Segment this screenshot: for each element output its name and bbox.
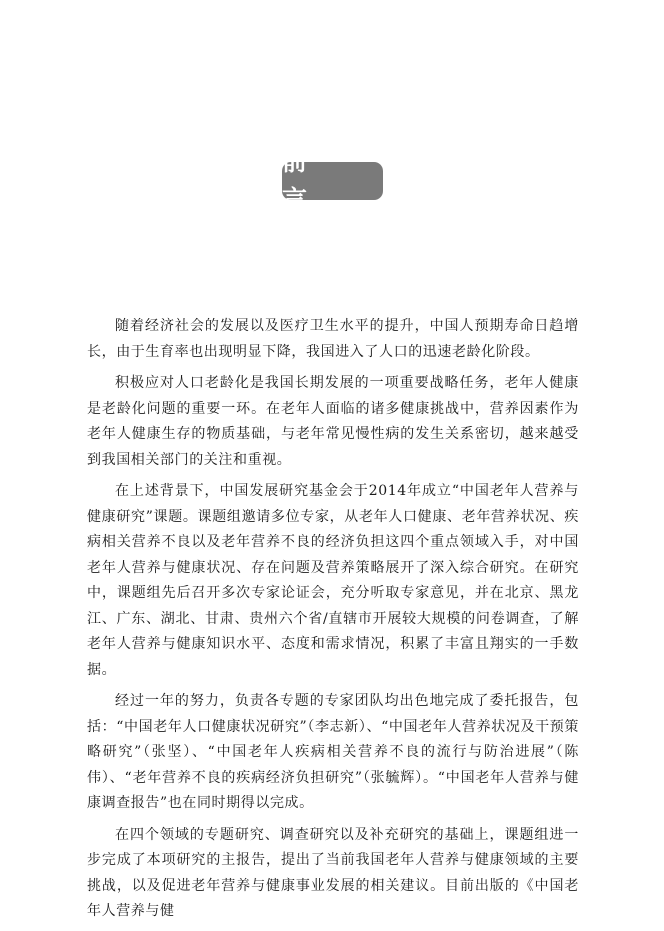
paragraph-1: 随着经济社会的发展以及医疗卫生水平的提升，中国人预期寿命日趋增长，由于生育率也出现明显下降，我国进入了人口的迅速老龄化阶段。 [87,318,579,360]
paragraph-2: 积极应对人口老龄化是我国长期发展的一项重要战略任务，老年人健康是老龄化问题的重要一环。在老年人面临的诸多健康挑战中，营养因素作为老年人健康生存的物质基础，与老年常见慢性病的发生关系密切，越来越受到我国相关部门的关注和重视。 [87,375,579,468]
preface-body [87,314,579,931]
paragraph-5: 在四个领域的专题研究、调查研究以及补充研究的基础上，课题组进一步完成了本项研究的主报告，提出了当前我国老年人营养与健康领域的主要挑战，以及促进老年营养与健康事业发展的相关建议。目前出版的《中国老年人营养与健 [87,826,579,919]
preface-title: 前 言 [282,147,377,214]
paragraph-4: 经过一年的努力，负责各专题的专家团队均出色地完成了委托报告，包括：“中国老年人口健康状况研究”（李志新）、“中国老年人营养状况及干预策略研究”（张坚）、“中国老年人疾病相关营养不良的流行与防治进展”（陈伟）、“老年营养不良的疾病经济负担研究”（张毓辉）。“中国老年人营养与健康调查报告”也在同时期得以完成。 [87,693,579,811]
preface-title-badge [282,147,383,214]
paragraph-3: 在上述背景下，中国发展研究基金会于2014年成立“中国老年人营养与健康研究”课题。课题组邀请多位专家，从老年人口健康、老年营养状况、疾病相关营养不良以及老年营养不良的经济负担这四个重点领域入手，对中国老年人营养与健康状况、存在问题及营养策略展开了深入综合研究。在研究中，课题组先后召开多次专家论证会，充分听取专家意见，并在北京、黑龙江、广东、湖北、甘肃、贵州六个省/直辖市开展较大规模的问卷调查，了解老年人营养与健康知识水平、态度和需求情况，积累了丰富且翔实的一手数据。 [87,483,579,678]
